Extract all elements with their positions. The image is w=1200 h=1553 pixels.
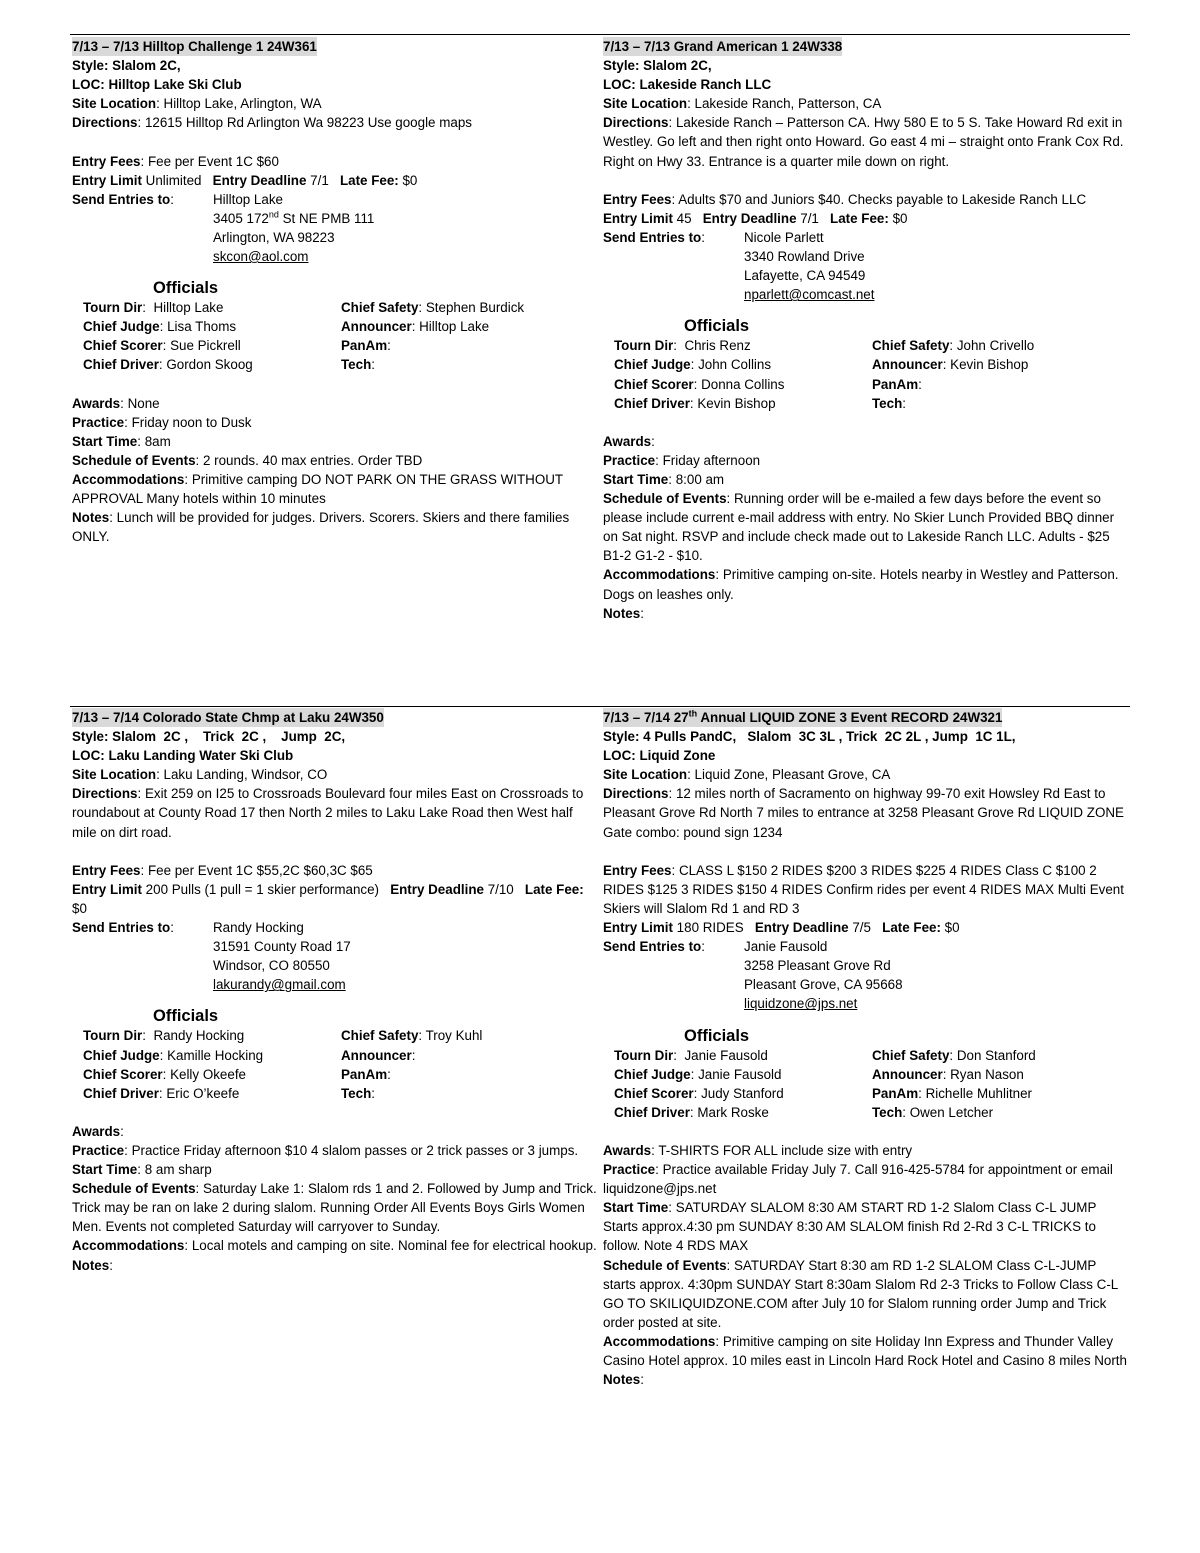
schedule-value: 2 rounds. 40 max entries. Order TBD xyxy=(202,452,423,468)
send-entries: Send Entries to: Randy Hocking 31591 County Road 17 Windsor, CO 80550 lakurandy@gmail.com xyxy=(72,918,600,994)
entry-fees-value: CLASS L $150 2 RIDES $200 3 RIDES $225 4 RIDES Class C $100 2 RIDES $125 3 RIDES $150 4 RIDES Confirm rides per event 4 RIDES MAX Multi Event Skiers will Slalom Rd 1 and RD 3 xyxy=(603,862,1124,916)
email-link[interactable]: lakurandy@gmail.com xyxy=(213,977,346,993)
start-time-value: SATURDAY SLALOM 8:30 AM START RD 1-2 Slalom Class C-L JUMP Starts approx.4:30 pm SUNDAY 8:30 AM SLALOM finish Rd 2-Rd 3 C-L TRICKS to follow. Note 4 RDS MAX xyxy=(603,1200,1097,1254)
chief-driver: Eric O’keefe xyxy=(166,1085,240,1101)
chief-safety: Troy Kuhl xyxy=(425,1028,483,1044)
chief-judge: John Collins xyxy=(698,357,772,373)
schedule-value: Saturday Lake 1: Slalom rds 1 and 2. Followed by Jump and Trick. Trick may be ran on lake 2 during slalom. Running Order All Events Boys Girls Women Men. Events not completed Saturday will carryover to Sunday. xyxy=(72,1181,597,1235)
chief-scorer: Judy Stanford xyxy=(701,1085,784,1101)
entry-limit-value: 200 Pulls (1 pull = 1 skier performance) xyxy=(145,881,380,897)
tourn-dir: Randy Hocking xyxy=(153,1028,245,1044)
entry-deadline-value: 7/1 xyxy=(800,210,819,226)
entry-fees-value: Fee per Event 1C $60 xyxy=(147,153,279,169)
entry-limit-value: 180 RIDES xyxy=(676,920,744,936)
tourn-dir: Chris Renz xyxy=(684,338,751,354)
practice-value: Friday afternoon xyxy=(662,452,761,468)
directions-value: 12 miles north of Sacramento on highway 99-70 exit Howsley Rd East to Pleasant Grove Rd North 7 miles to entrance at 3258 Pleasant Grove Rd LIQUID ZONE Gate combo: pound sign 1234 xyxy=(603,786,1124,840)
event-style: Style: 4 Pulls PandC, Slalom 3C 3L , Trick 2C 2L , Jump 1C 1L, xyxy=(603,729,1016,745)
announcer: Hilltop Lake xyxy=(419,319,490,335)
accommodations-value: Local motels and camping on site. Nominal fee for electrical hookup. xyxy=(191,1238,597,1254)
send-city: Lafayette, CA 94549 xyxy=(744,268,866,284)
event-style: Style: Slalom 2C, xyxy=(603,58,712,74)
start-time-value: 8am xyxy=(144,433,171,449)
entry-deadline-value: 7/1 xyxy=(310,172,329,188)
officials-heading: Officials xyxy=(684,317,750,336)
chief-judge: Lisa Thoms xyxy=(167,319,237,335)
announcer: Kevin Bishop xyxy=(950,357,1029,373)
accommodations-value: Primitive camping on site Holiday Inn Express and Thunder Valley Casino Hotel approx. 10 miles east in Lincoln Hard Rock Hotel and Casino 8 miles North xyxy=(603,1333,1127,1368)
schedule-value: Running order will be e-mailed a few days before the event so please include current e-mail address with entry. No Skier Lunch Provided BBQ dinner on Sat night. RSVP and include check made out to Lakeside Ranch LLC. Adults - $25 B1-2 G1-2 - $10. xyxy=(603,491,1115,564)
tourn-dir: Hilltop Lake xyxy=(153,300,224,316)
chief-scorer: Sue Pickrell xyxy=(170,338,241,354)
accommodations-value: Primitive camping DO NOT PARK ON THE GRASS WITHOUT APPROVAL Many hotels within 10 minutes xyxy=(72,471,563,507)
accommodations-value: Primitive camping on-site. Hotels nearby in Westley and Patterson. Dogs on leashes only. xyxy=(603,567,1119,602)
officials-grid: Tourn Dir: Janie Fausold Chief Safety: Don Stanford Chief Judge: Janie Fausold Announcer: Ryan Nason Chief Scorer: Judy Stanford PanAm: Richelle Muhlitner Chief Driver: Mark Roske Tech: Owen Letcher xyxy=(614,1047,1036,1120)
chief-safety: Stephen Burdick xyxy=(425,300,525,316)
schedule-value: SATURDAY Start 8:30 am RD 1-2 SLALOM Class C-L-JUMP starts approx. 4:30pm SUNDAY Start 8:30am Slalom Rd 2-3 Tricks to Follow Class C-L GO TO SKILIQUIDZONE.COM after July 10 for Slalom running order Jump and Trick order posted at site. xyxy=(603,1257,1118,1330)
event-card-colorado: 7/13 – 7/14 Colorado State Chmp at Laku 24W350 Style: Slalom 2C , Trick 2C , Jump 2C, LOC: Laku Landing Water Ski Club Site Location: Laku Landing, Windsor, CO Directions: Exit 259 on I25 to Crossroads Boulevard four miles East on Crossroads to roundabout at County Road 17 then North 2 miles to Laku Lake Road then West half mile on dirt road. Entry Fees: Fee per Event 1C $55,2C $60,3C $65 Entry Limit 200 Pulls (1 pull = 1 skier performance) Entry Deadline 7/10 Late Fee: $0 Send Entries to: Randy Hocking 31591 County Road 17 Windsor, CO 80550 lakurandy@gmail.com Officials Tourn Dir: Randy Hocking Chief Safety: Troy Kuhl Chief Judge: Kamille Hocking Announcer: Chief Scorer: Kelly Okeefe PanAm: Chief Driver: Eric O’keefe Tech: Awards: Practice: Practice Friday afternoon $10 4 slalom passes or 2 trick passes or 3 jumps. Start Time: 8 am sharp Schedule of Events: Saturday Lake 1: Slalom rds 1 and 2. Followed by Jump and Trick. Trick may be ran on lake 2 during slalom. Running Order All Events Boys Girls Women Men. Events not completed Saturday will carryover to Sunday. Accommodations: Local motels and camping on site. Nominal fee for electrical hookup. Notes: xyxy=(72,708,600,1275)
send-name: Randy Hocking xyxy=(213,920,304,936)
event-card-grand-american: 7/13 – 7/13 Grand American 1 24W338 Style: Slalom 2C, LOC: Lakeside Ranch LLC Site Location: Lakeside Ranch, Patterson, CA Directions: Lakeside Ranch – Patterson CA. Hwy 580 E to 5 S. Take Howard Rd exit in Westley. Go left and then right onto Howard. Go east 4 mi – straight onto Frank Cox Rd. Right on Hwy 33. Entrance is a quarter mile down on right. Entry Fees: Adults $70 and Juniors $40. Checks payable to Lakeside Ranch LLC Entry Limit 45 Entry Deadline 7/1 Late Fee: $0 Send Entries to: Nicole Parlett 3340 Rowland Drive Lafayette, CA 94549 nparlett@comcast.net Officials Tourn Dir: Chris Renz Chief Safety: John Crivello Chief Judge: John Collins Announcer: Kevin Bishop Chief Scorer: Donna Collins PanAm: Chief Driver: Kevin Bishop Tech: Awards: Practice: Friday afternoon Start Time: 8:00 am Schedule of Events: Running order will be e-mailed a few days before the event so please include current e-mail address with entry. No Skier Lunch Provided BBQ dinner on Sat night. RSVP and include check made out to Lakeside Ranch LLC. Adults - $25 B1-2 G1-2 - $10. Accommodations: Primitive camping on-site. Hotels nearby in Westley and Patterson. Dogs on leashes only. Notes: xyxy=(603,37,1131,623)
site-label: Site Location xyxy=(72,96,157,112)
send-street: 3258 Pleasant Grove Rd xyxy=(744,958,891,974)
send-name: Nicole Parlett xyxy=(744,229,824,245)
event-card-liquid-zone: 7/13 – 7/14 27th Annual LIQUID ZONE 3 Event RECORD 24W321 Style: 4 Pulls PandC, Slalom 3C 3L , Trick 2C 2L , Jump 1C 1L, LOC: Liquid Zone Site Location: Liquid Zone, Pleasant Grove, CA Directions: 12 miles north of Sacramento on highway 99-70 exit Howsley Rd East to Pleasant Grove Rd North 7 miles to entrance at 3258 Pleasant Grove Rd LIQUID ZONE Gate combo: pound sign 1234 Entry Fees: CLASS L $150 2 RIDES $200 3 RIDES $225 4 RIDES Class C $100 2 RIDES $125 3 RIDES $150 4 RIDES Confirm rides per event 4 RIDES MAX Multi Event Skiers will Slalom Rd 1 and RD 3 Entry Limit 180 RIDES Entry Deadline 7/5 Late Fee: $0 Send Entries to: Janie Fausold 3258 Pleasant Grove Rd Pleasant Grove, CA 95668 liquidzone@jps.net Officials Tourn Dir: Janie Fausold Chief Safety: Don Stanford Chief Judge: Janie Fausold Announcer: Ryan Nason Chief Scorer: Judy Stanford PanAm: Richelle Muhlitner Chief Driver: Mark Roske Tech: Owen Letcher Awards: T-SHIRTS FOR ALL include size with entry Practice: Practice available Friday July 7. Call 916-425-5784 for appointment or email liquidzone@jps.net Start Time: SATURDAY SLALOM 8:30 AM START RD 1-2 Slalom Class C-L JUMP Starts approx.4:30 pm SUNDAY 8:30 AM SLALOM finish Rd 2-Rd 3 C-L TRICKS to follow. Note 4 RDS MAX Schedule of Events: SATURDAY Start 8:30 am RD 1-2 SLALOM Class C-L-JUMP starts approx. 4:30pm SUNDAY Start 8:30am Slalom Rd 2-3 Tricks to Follow Class C-L GO TO SKILIQUIDZONE.COM after July 10 for Slalom running order Jump and Trick order posted at site. Accommodations: Primitive camping on site Holiday Inn Express and Thunder Valley Casino Hotel approx. 10 miles east in Lincoln Hard Rock Hotel and Casino 8 miles North Notes: xyxy=(603,708,1131,1389)
loc-value: Hilltop Lake Ski Club xyxy=(108,77,242,93)
entry-limit-value: Unlimited xyxy=(145,172,202,188)
site-value: Laku Landing, Windsor, CO xyxy=(163,767,328,783)
event-style: Style: Slalom 2C, xyxy=(72,58,181,74)
send-name: Hilltop Lake xyxy=(213,191,283,207)
send-city: Arlington, WA 98223 xyxy=(213,229,335,245)
late-fee-value: $0 xyxy=(944,920,960,936)
notes-value: Lunch will be provided for judges. Drivers. Scorers. Skiers and there families ONLY. xyxy=(72,510,570,545)
awards-value: T-SHIRTS FOR ALL include size with entry xyxy=(658,1142,913,1158)
send-entries: Send Entries to: Hilltop Lake 3405 172nd St NE PMB 111 Arlington, WA 98223 skcon@aol.com xyxy=(72,190,600,266)
chief-scorer: Donna Collins xyxy=(701,376,785,392)
chief-driver: Gordon Skoog xyxy=(166,357,253,373)
late-fee-label: Late Fee: xyxy=(339,172,399,188)
event-title: 7/13 – 7/13 Grand American 1 24W338 xyxy=(603,37,842,56)
loc-value: Laku Landing Water Ski Club xyxy=(108,748,294,764)
late-fee-value: $0 xyxy=(72,900,87,916)
chief-judge: Janie Fausold xyxy=(698,1066,782,1082)
loc-value: Lakeside Ranch LLC xyxy=(639,77,772,93)
send-entries: Send Entries to: Janie Fausold 3258 Pleasant Grove Rd Pleasant Grove, CA 95668 liquidzone@jps.net xyxy=(603,937,1131,1013)
panam: Richelle Muhlitner xyxy=(925,1085,1033,1101)
loc-value: Liquid Zone xyxy=(639,748,716,764)
officials-grid: Tourn Dir: Randy Hocking Chief Safety: Troy Kuhl Chief Judge: Kamille Hocking Announcer: Chief Scorer: Kelly Okeefe PanAm: Chief Driver: Eric O’keefe Tech: xyxy=(83,1028,483,1101)
officials-grid: Tourn Dir: Chris Renz Chief Safety: John Crivello Chief Judge: John Collins Announcer: Kevin Bishop Chief Scorer: Donna Collins PanAm: Chief Driver: Kevin Bishop Tech: xyxy=(614,338,1035,411)
send-street: 3340 Rowland Drive xyxy=(744,249,865,265)
tech: Owen Letcher xyxy=(909,1104,994,1120)
bottom-divider xyxy=(70,706,1130,707)
send-street: 31591 County Road 17 xyxy=(213,939,351,955)
practice-value: Practice available Friday July 7. Call 916-425-5784 for appointment or email liquidzone@jps.net xyxy=(603,1162,1113,1197)
entry-fees-label: Entry Fees xyxy=(72,153,141,169)
late-fee-value: $0 xyxy=(402,172,418,188)
officials-heading: Officials xyxy=(153,1007,219,1026)
site-value: Liquid Zone, Pleasant Grove, CA xyxy=(694,767,891,783)
directions-value: 12615 Hilltop Rd Arlington Wa 98223 Use google maps xyxy=(144,115,472,131)
site-value: Lakeside Ranch, Patterson, CA xyxy=(694,96,882,112)
awards-value: None xyxy=(127,395,160,411)
event-title: 7/13 – 7/13 Hilltop Challenge 1 24W361 xyxy=(72,37,317,56)
officials-grid: Tourn Dir: Hilltop Lake Chief Safety: Stephen Burdick Chief Judge: Lisa Thoms Announcer: Hilltop Lake Chief Scorer: Sue Pickrell PanAm: Chief Driver: Gordon Skoog Tech: xyxy=(83,300,525,373)
late-fee-value: $0 xyxy=(892,210,908,226)
send-city: Windsor, CO 80550 xyxy=(213,958,330,974)
directions-label: Directions xyxy=(72,115,138,131)
tourn-dir: Janie Fausold xyxy=(684,1047,768,1063)
entry-fees-value: Fee per Event 1C $55,2C $60,3C $65 xyxy=(147,862,373,878)
chief-driver: Mark Roske xyxy=(697,1104,769,1120)
chief-judge: Kamille Hocking xyxy=(167,1047,264,1063)
email-link[interactable]: liquidzone@jps.net xyxy=(744,996,858,1012)
send-city: Pleasant Grove, CA 95668 xyxy=(744,977,903,993)
email-link[interactable]: nparlett@comcast.net xyxy=(744,287,875,303)
entry-fees-value: Adults $70 and Juniors $40. Checks payable to Lakeside Ranch LLC xyxy=(678,191,1087,207)
practice-value: Practice Friday afternoon $10 4 slalom passes or 2 trick passes or 3 jumps. xyxy=(131,1142,579,1158)
entry-limit-value: 45 xyxy=(676,210,692,226)
event-title: 7/13 – 7/14 Colorado State Chmp at Laku 24W350 xyxy=(72,708,384,727)
officials-heading: Officials xyxy=(684,1026,750,1045)
site-value: Hilltop Lake, Arlington, WA xyxy=(163,96,322,112)
loc-label: LOC xyxy=(72,77,101,93)
send-label: Send Entries to xyxy=(72,191,171,207)
chief-scorer: Kelly Okeefe xyxy=(170,1066,246,1082)
officials-heading: Officials xyxy=(153,279,219,298)
event-card-hilltop: 7/13 – 7/13 Hilltop Challenge 1 24W361 Style: Slalom 2C, LOC: Hilltop Lake Ski Club Site Location: Hilltop Lake, Arlington, WA Directions: 12615 Hilltop Rd Arlington Wa 98223 Use google maps Entry Fees: Fee per Event 1C $60 Entry Limit Unlimited Entry Deadline 7/1 Late Fee: $0 Send Entries to: Hilltop Lake 3405 172nd St NE PMB 111 Arlington, WA 98223 skcon@aol.com Officials Tourn Dir: Hilltop Lake Chief Safety: Stephen Burdick Chief Judge: Lisa Thoms Announcer: Hilltop Lake Chief Scorer: Sue Pickrell PanAm: Chief Driver: Gordon Skoog Tech: Awards: None Practice: Friday noon to Dusk Start Time: 8am Schedule of Events: 2 rounds. 40 max entries. Order TBD Accommodations: Primitive camping DO NOT PARK ON THE GRASS WITHOUT APPROVAL Many hotels within 10 minutes Notes: Lunch will be provided for judges. Drivers. Scorers. Skiers and there families ONLY. xyxy=(72,37,600,546)
chief-driver: Kevin Bishop xyxy=(697,395,776,411)
entry-deadline-value: 7/5 xyxy=(852,920,871,936)
practice-value: Friday noon to Dusk xyxy=(131,414,252,430)
chief-safety: John Crivello xyxy=(956,338,1035,354)
send-name: Janie Fausold xyxy=(744,939,828,955)
entry-deadline-label: Entry Deadline xyxy=(212,172,307,188)
entry-limit-label: Entry Limit xyxy=(72,172,142,188)
start-time-value: 8 am sharp xyxy=(144,1162,212,1178)
directions-value: Lakeside Ranch – Patterson CA. Hwy 580 E to 5 S. Take Howard Rd exit in Westley. Go left and then right onto Howard. Go east 4 mi – straight onto Frank Cox Rd. Right on Hwy 33. Entrance is a quarter mile down on right. xyxy=(603,115,1124,169)
email-link[interactable]: skcon@aol.com xyxy=(213,249,309,265)
start-time-value: 8:00 am xyxy=(675,471,725,487)
event-style: Style: Slalom 2C , Trick 2C , Jump 2C, xyxy=(72,729,346,745)
chief-safety: Don Stanford xyxy=(956,1047,1036,1063)
event-title: 7/13 – 7/14 27th Annual LIQUID ZONE 3 Event RECORD 24W321 xyxy=(603,708,1002,727)
directions-value: Exit 259 on I25 to Crossroads Boulevard four miles East on Crossroads to roundabout at County Road 17 then North 2 miles to Laku Lake Road then West half mile on dirt road. xyxy=(72,786,584,840)
top-divider xyxy=(70,34,1130,35)
entry-deadline-value: 7/10 xyxy=(487,881,514,897)
send-entries: Send Entries to: Nicole Parlett 3340 Rowland Drive Lafayette, CA 94549 nparlett@comcast.net xyxy=(603,228,1131,304)
send-street: 3405 172nd St NE PMB 111 xyxy=(213,209,375,226)
announcer: Ryan Nason xyxy=(950,1066,1024,1082)
